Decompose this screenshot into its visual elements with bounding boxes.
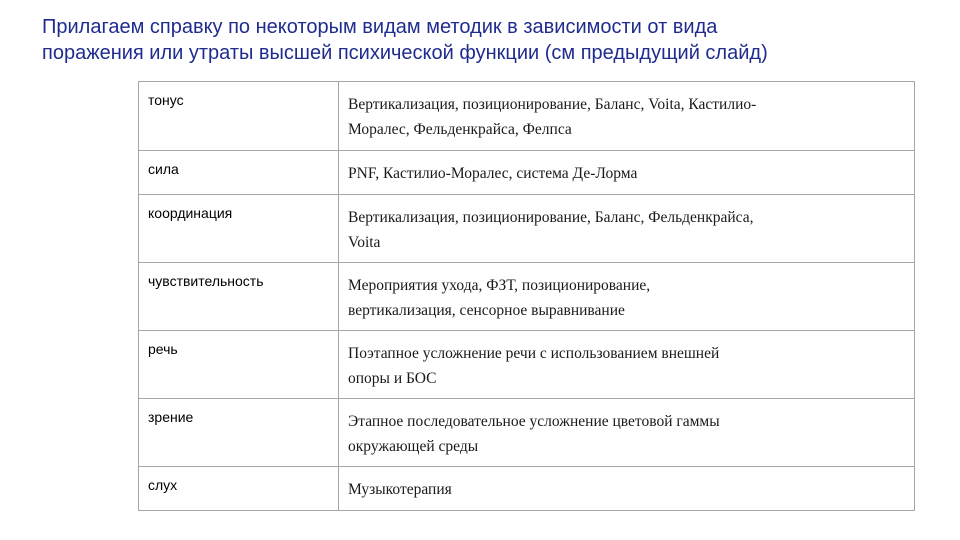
methods-text-line: Вертикализация, позиционирование, Баланс, Voita, Кастилио- — [348, 96, 757, 113]
function-label: сила — [148, 161, 179, 177]
function-label: речь — [148, 341, 178, 357]
slide-title-line: Прилагаем справку по некоторым видам методик в зависимости от вида — [42, 16, 718, 38]
function-label: слух — [148, 477, 178, 493]
methods-text-line: Voita — [348, 234, 381, 251]
methods-text-line: опоры и БОС — [348, 370, 437, 387]
function-cell — [139, 263, 339, 331]
methods-cell — [339, 82, 915, 151]
function-label: тонус — [148, 92, 184, 108]
function-cell — [139, 195, 339, 263]
methods-text-line: Поэтапное усложнение речи с использованием внешней — [348, 345, 720, 362]
methods-text-line: Вертикализация, позиционирование, Баланс, Фельденкрайса, — [348, 209, 754, 226]
methods-table — [138, 81, 915, 511]
function-label: чувствительность — [148, 273, 264, 289]
methods-cell — [339, 399, 915, 467]
function-cell — [139, 467, 339, 511]
methods-text-line: вертикализация, сенсорное выравнивание — [348, 302, 625, 319]
methods-text-line: Моралес, Фельденкрайса, Фелпса — [348, 121, 572, 138]
methods-cell — [339, 151, 915, 195]
methods-cell — [339, 263, 915, 331]
slide-title-line: поражения или утраты высшей психической функции (см предыдущий слайд) — [42, 42, 768, 64]
methods-text-line: Мероприятия ухода, ФЗТ, позиционирование, — [348, 277, 651, 294]
function-label: координация — [148, 205, 233, 221]
function-cell — [139, 151, 339, 195]
methods-text-line: окружающей среды — [348, 438, 479, 455]
slide-title — [42, 14, 922, 66]
table-row — [139, 467, 915, 511]
function-cell — [139, 399, 339, 467]
table-row — [139, 399, 915, 467]
methods-cell — [339, 467, 915, 511]
table-row — [139, 195, 915, 263]
methods-cell — [339, 195, 915, 263]
table-row — [139, 263, 915, 331]
function-label: зрение — [148, 409, 194, 425]
function-cell — [139, 82, 339, 151]
function-cell — [139, 331, 339, 399]
methods-text-line: Музыкотерапия — [348, 481, 452, 498]
methods-text-line: Этапное последовательное усложнение цветовой гаммы — [348, 413, 720, 430]
table-row — [139, 82, 915, 151]
table-row — [139, 331, 915, 399]
methods-cell — [339, 331, 915, 399]
table-row — [139, 151, 915, 195]
methods-text-line: PNF, Кастилио-Моралес, система Де-Лорма — [348, 165, 638, 182]
